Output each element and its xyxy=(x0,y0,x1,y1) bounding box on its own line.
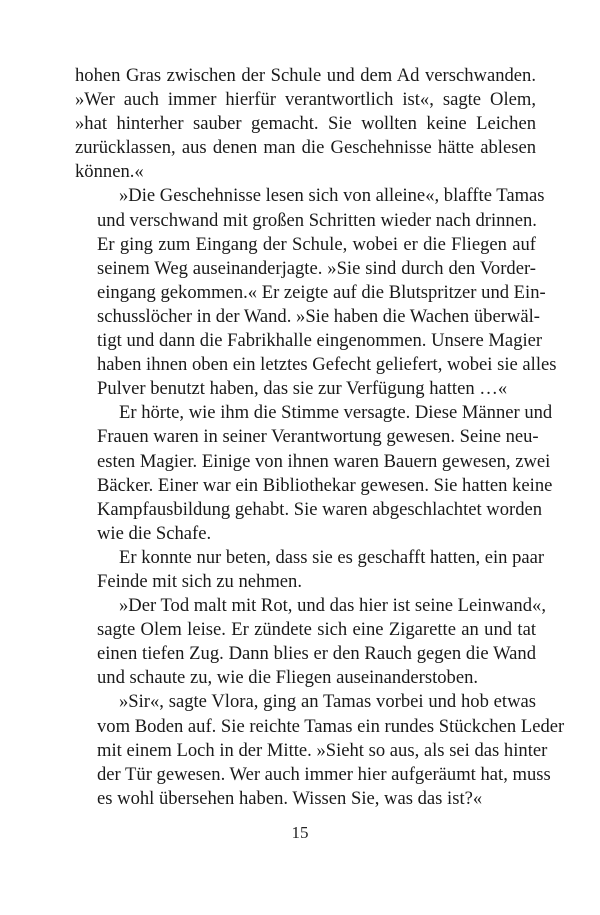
text-line: Er ging zum Eingang der Schule, wobei er die Fliegen auf xyxy=(97,233,536,255)
text-line: tigt und dann die Fabrikhalle eingenommen. Unsere Magier xyxy=(97,330,543,352)
paragraph xyxy=(75,401,553,546)
text-line: Er hörte, wie ihm die Stimme versagte. Diese Männer und xyxy=(119,402,553,424)
text-line: und verschwand mit großen Schritten wieder nach drinnen. xyxy=(97,209,537,231)
text-line: sagte Olem leise. Er zündete sich eine Zigarette an und tat xyxy=(97,619,536,641)
text-line: »Sir«, sagte Vlora, ging an Tamas vorbei und hob etwas xyxy=(119,691,536,713)
text-line: wie die Schafe. xyxy=(97,522,212,544)
text-line: »Die Geschehnisse lesen sich von alleine«, blaffte Tamas xyxy=(119,185,545,207)
text-line: vom Boden auf. Sie reichte Tamas ein rundes Stückchen Leder xyxy=(97,715,565,737)
body-text xyxy=(75,64,565,811)
text-line: Kampfausbildung gehabt. Sie waren abgeschlachtet worden xyxy=(97,498,543,520)
text-line: mit einem Loch in der Mitte. »Sieht so aus, als sei das hinter xyxy=(97,739,548,761)
text-line: Pulver benutzt haben, das sie zur Verfügung hatten …« xyxy=(97,378,508,400)
text-line: esten Magier. Einige von ihnen waren Bauern gewesen, zwei xyxy=(97,450,551,472)
text-line: der Tür gewesen. Wer auch immer hier aufgeräumt hat, muss xyxy=(97,763,551,785)
text-line: »Wer auch immer hierfür verantwortlich ist«, sagte Olem, xyxy=(75,89,536,111)
text-line: es wohl übersehen haben. Wissen Sie, was das ist?« xyxy=(97,787,483,809)
text-line: zurücklassen, aus denen man die Geschehnisse hätte ablesen xyxy=(75,137,536,159)
text-line: haben ihnen oben ein letztes Gefecht geliefert, wobei sie alles xyxy=(97,354,557,376)
text-line: »hat hinterher sauber gemacht. Sie wollten keine Leichen xyxy=(75,113,536,135)
text-line: seinem Weg auseinanderjagte. »Sie sind durch den Vorder- xyxy=(97,257,536,279)
text-line: hohen Gras zwischen der Schule und dem Ad verschwanden. xyxy=(75,65,536,86)
text-line: Feinde mit sich zu nehmen. xyxy=(97,570,303,592)
paragraph xyxy=(75,690,565,810)
paragraph xyxy=(75,184,557,401)
text-line: schusslöcher in der Wand. »Sie haben die Wachen überwäl- xyxy=(97,305,540,327)
text-line: und schaute zu, wie die Fliegen auseinanderstoben. xyxy=(97,667,479,689)
paragraph xyxy=(75,546,545,594)
paragraph xyxy=(75,64,536,184)
text-line: können.« xyxy=(75,161,144,183)
text-line: »Der Tod malt mit Rot, und das hier ist seine Leinwand«, xyxy=(119,595,546,617)
text-line: einen tiefen Zug. Dann blies er den Rauch gegen die Wand xyxy=(97,643,536,665)
text-line: eingang gekommen.« Er zeigte auf die Blutspritzer und Ein- xyxy=(97,281,546,303)
paragraph xyxy=(75,594,546,690)
text-line: Bäcker. Einer war ein Bibliothekar gewesen. Sie hatten keine xyxy=(97,474,553,496)
page-number: 15 xyxy=(291,823,309,842)
text-line: Frauen waren in seiner Verantwortung gewesen. Seine neu- xyxy=(97,426,539,448)
text-line: Er konnte nur beten, dass sie es geschafft hatten, ein paar xyxy=(119,546,545,568)
